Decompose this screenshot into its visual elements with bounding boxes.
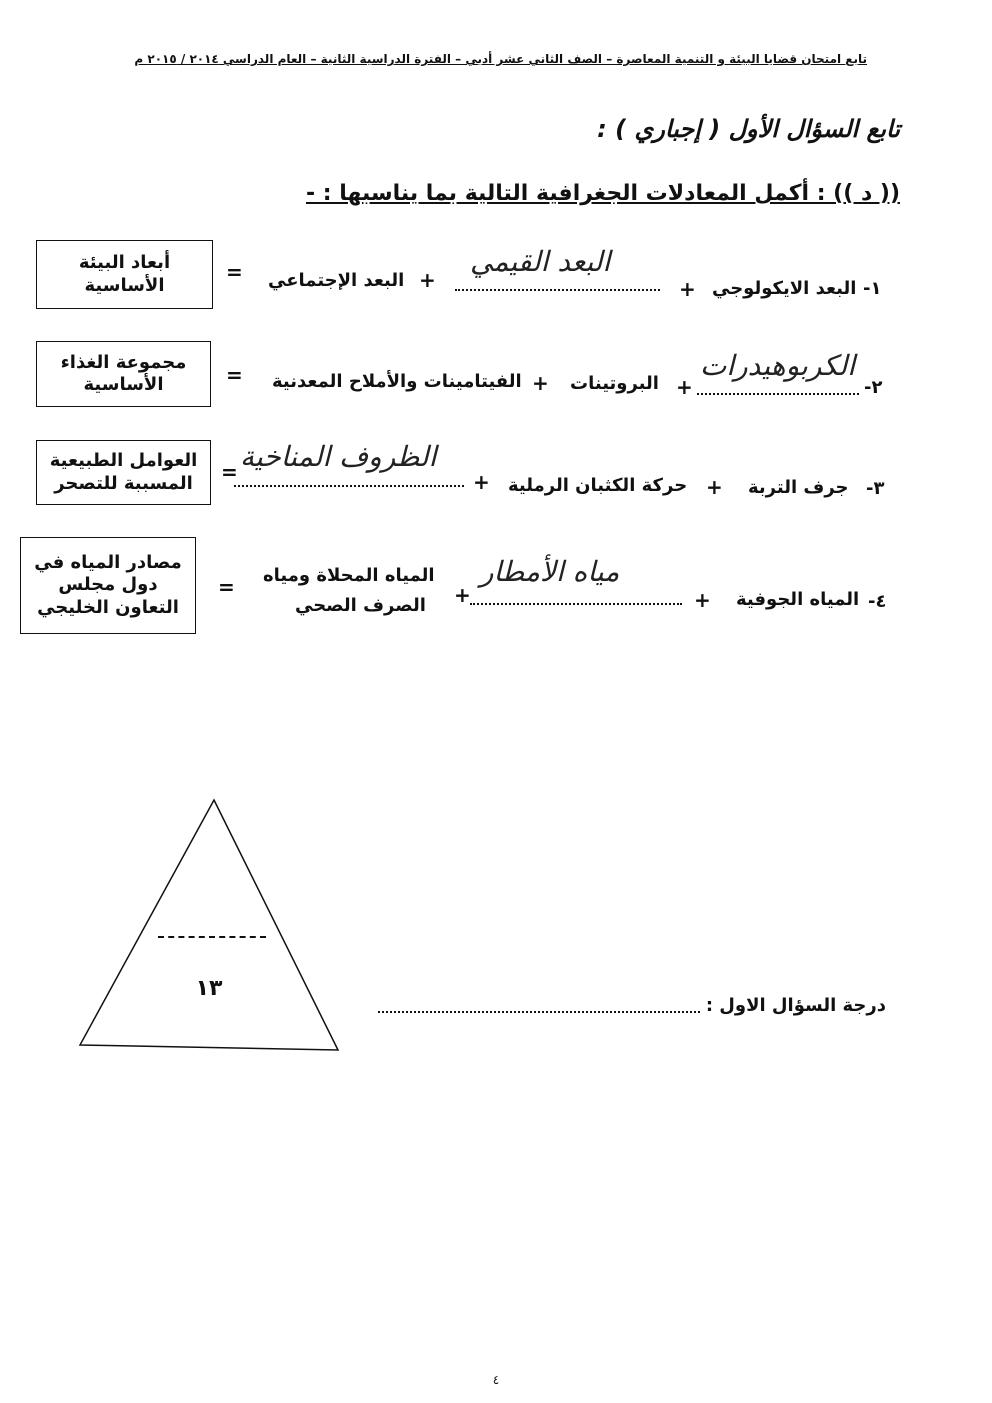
plus-sign: + — [676, 375, 693, 399]
triangle-shape — [78, 798, 340, 1054]
equation-2-result-box: مجموعة الغذاء الأساسية — [36, 341, 211, 407]
exam-header: تابع امتحان قضايا البيئة و التنمية المعاصرة – الصف الثاني عشر أدبي – الفترة الدراسية الثانية – العام الدراسي ٢٠١٤ / ٢٠١٥ م — [134, 52, 867, 66]
equation-2-term2: الفيتامينات والأملاح المعدنية — [272, 371, 522, 392]
equation-2-handwritten-answer: الكربوهيدرات — [700, 349, 856, 382]
equation-4-term2-line2: الصرف الصحي — [295, 595, 426, 616]
equation-2-number: ٢- — [864, 377, 883, 398]
score-blank — [158, 936, 266, 938]
page-number: ٤ — [492, 1373, 500, 1387]
equation-3-result-box: العوامل الطبيعية المسببة للتصحر — [36, 440, 211, 505]
equation-2-term1: البروتينات — [570, 373, 659, 394]
equation-4-result-box: مصادر المياه في دول مجلس التعاون الخليجي — [20, 537, 196, 634]
equation-3-blank — [234, 485, 464, 487]
equation-2-blank — [697, 393, 859, 395]
equation-4 — [0, 537, 992, 617]
plus-sign: + — [706, 475, 723, 499]
plus-sign: + — [532, 371, 549, 395]
equation-3-number: ٣- — [866, 478, 885, 499]
question-grade-blank — [378, 1011, 700, 1013]
equation-1 — [0, 240, 992, 320]
equation-4-term2-line1: المياه المحلاة ومياه — [263, 565, 435, 586]
equation-1-term1: البعد الايكولوجي — [712, 278, 857, 299]
equals-sign: = — [226, 363, 243, 387]
score-triangle — [78, 798, 340, 1054]
question-title: تابع السؤال الأول ( إجباري ) : — [597, 115, 900, 143]
equation-4-blank — [470, 603, 682, 605]
equation-4-number: ٤- — [868, 591, 887, 612]
equation-3-term2: حركة الكثبان الرملية — [508, 475, 688, 496]
equation-1-result-box: أبعاد البيئة الأساسية — [36, 240, 213, 309]
equation-1-term2: البعد الإجتماعي — [268, 270, 405, 291]
question-instruction: (( د )) : أكمل المعادلات الجغرافية التالية بما يناسبها : - — [305, 181, 900, 206]
plus-sign: + — [419, 268, 436, 292]
plus-sign: + — [454, 583, 471, 607]
equation-1-handwritten-answer: البعد القيمي — [470, 245, 611, 278]
equals-sign: = — [218, 575, 235, 599]
plus-sign: + — [473, 470, 490, 494]
equation-4-handwritten-answer: مياه الأمطار — [480, 555, 620, 588]
plus-sign: + — [694, 588, 711, 612]
equation-3 — [0, 440, 992, 520]
equation-4-term1: المياه الجوفية — [736, 589, 860, 610]
score-total: ١٣ — [195, 976, 223, 1001]
equals-sign: = — [226, 260, 243, 284]
equation-3-term1: جرف التربة — [748, 477, 849, 498]
equation-1-blank — [455, 289, 660, 291]
equation-2 — [0, 341, 992, 421]
equation-1-number: ١- — [863, 278, 882, 299]
question-grade-label: درجة السؤال الاول : — [705, 995, 886, 1016]
plus-sign: + — [679, 277, 696, 301]
equation-3-handwritten-answer: الظروف المناخية — [240, 440, 437, 473]
equals-sign: = — [221, 460, 238, 484]
